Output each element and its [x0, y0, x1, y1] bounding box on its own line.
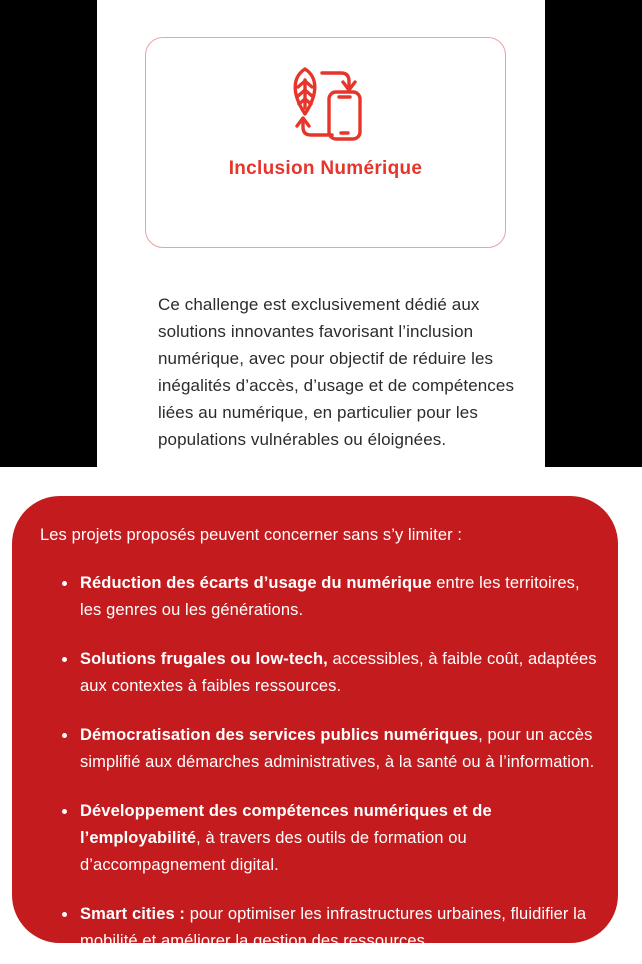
list-item-lead: Solutions frugales ou low-tech,	[80, 650, 328, 668]
list-item	[62, 722, 604, 776]
list-item-rest: , à travers des outils de formation ou d’accompagnement digital.	[80, 829, 467, 874]
bullet-icon	[62, 733, 67, 738]
list-item	[62, 646, 604, 700]
projects-intro: Les projets proposés peuvent concerner sans s’y limiter :	[40, 526, 463, 544]
left-black-panel	[0, 0, 97, 467]
challenge-description: Ce challenge est exclusivement dédié aux solutions innovantes favorisant l’inclusion numérique, avec pour objectif de réduire les inégalités d’accès, d’usage et de compétences liées au numérique, en particulier pour les populations vulnérables ou éloignées.	[158, 295, 515, 449]
list-item-lead: Développement des compétences numériques et de l’employabilité	[80, 802, 492, 847]
list-item-text	[80, 570, 604, 624]
leaf-phone-recycle-icon	[280, 60, 372, 146]
list-item-rest: pour optimiser les infrastructures urbaines, fluidifier la mobilité et améliorer la gestion des ressources.	[80, 905, 587, 950]
list-item-lead: Réduction des écarts d’usage du numérique	[80, 574, 432, 592]
right-black-panel	[545, 0, 642, 467]
list-item	[62, 901, 604, 955]
list-item-rest: entre les territoires, les genres ou les générations.	[80, 574, 580, 619]
list-item-text	[80, 722, 604, 776]
list-item-lead: Smart cities :	[80, 905, 186, 923]
projects-list	[40, 570, 604, 955]
bullet-icon	[62, 912, 67, 917]
list-item-lead: Démocratisation des services publics numériques	[80, 726, 479, 744]
list-item-rest: , pour un accès simplifié aux démarches administratives, à la santé ou à l’information.	[80, 726, 595, 771]
list-item	[62, 798, 604, 879]
bullet-icon	[62, 809, 67, 814]
list-item-text	[80, 646, 604, 700]
list-item	[62, 570, 604, 624]
projects-panel	[12, 496, 618, 950]
list-item-text	[80, 901, 604, 955]
list-item-text	[80, 798, 604, 879]
list-item-rest: accessibles, à faible coût, adaptées aux contextes à faibles ressources.	[80, 650, 597, 695]
bullet-icon	[62, 657, 67, 662]
card-title: Inclusion Numérique	[228, 158, 423, 179]
challenge-card	[145, 37, 506, 248]
bullet-icon	[62, 581, 67, 586]
